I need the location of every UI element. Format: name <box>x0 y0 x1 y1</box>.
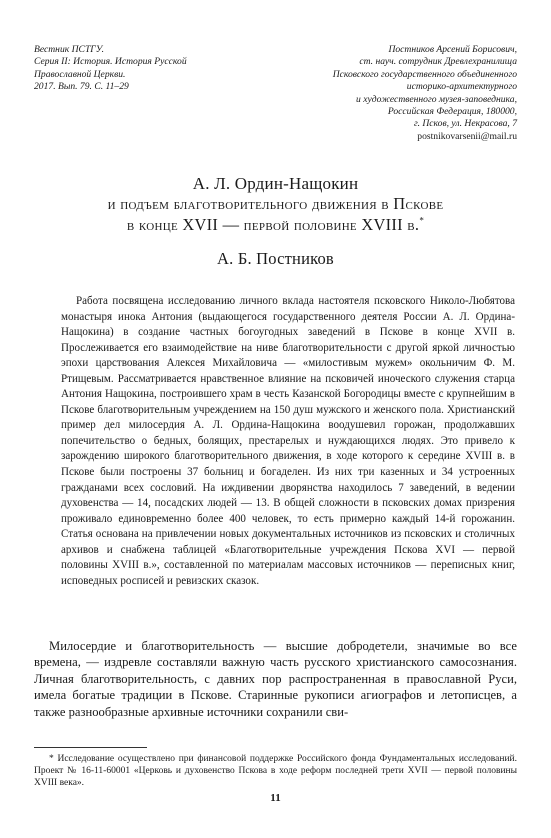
affiliation-line: г. Псков, ул. Некрасова, 7 <box>413 118 517 130</box>
abstract: Работа посвящена исследованию личного вклада настоятеля псковского Николо-Любятова монастыря инока Антония (выдающегося государственного деятеля России А. Л. Ордина-Нащокина) в создание частных богоугодных заведений в Пскове в конце XVII в. Прослеживается его взаимодействие на ниве благотворительности с другой яркой личностью эпохи царствования Алексея Михайловича — «милостивым мужем» окольничим Ф. М. Ртищевым. Рассматривается нравственное влияние на псковичей иноческого служения старца Антония Нащокина, построившего храм в честь Казанской Богородицы вместе с крупнейшим в Пскове благотворительным учреждением на 150 душ мужского и женского пола. Христианский пример дел милосердия А. Л. Ордина-Нащокина воодушевил горожан, продолжавших попечительство о бедных, болящих, престарелых и нуждающихся людях. Это привело к зарождению широкого благотворительного движения, в ходе которого к середине XVIII в. в Пскове были построены 37 больниц и богаделен. Из них три казенных и 34 устроенных гражданами всех сословий. На иждивении дворянства находилось 7 заведений, в ведении духовенства — 14, посадских людей — 13. В общей сложности в псковских домах призрения проживало единовременно более 400 человек, то есть примерно каждый 14-й горожанин. Статья основана на привлечении новых документальных источников из псковских и столичных архивов и снабжена таблицей «Благотворительные учреждения Пскова XVI — первой половины XVIII в.», составленной по материалам массовых источников — переписных книг, исповедных росписей и ревизских сказок. <box>61 295 515 587</box>
author-email-link[interactable]: postnikovarsenii@mail.ru <box>417 130 517 142</box>
affiliation-line: Российская Федерация, 180000, <box>387 106 517 118</box>
affiliation-line: историко-архитектурного <box>406 81 517 93</box>
citation-line: 2017. Вып. 79. С. 11–29 <box>34 81 129 93</box>
article-subtitle-text: в конце XVII — первой половине XVIII в. <box>126 215 420 234</box>
affiliation-line: ст. науч. сотрудник Древлехранилища <box>359 56 517 68</box>
citation-line: Вестник ПСТГУ. <box>34 44 104 55</box>
article-title-block <box>30 174 521 269</box>
affiliation-line: и художественного музея-заповедника, <box>356 93 517 105</box>
journal-citation <box>34 44 274 94</box>
footnote-mark[interactable]: * <box>419 215 425 226</box>
article-author: А. Б. Постников <box>217 249 334 268</box>
body-paragraph: Милосердие и благотворительность — высшие добродетели, значимые во все времена, — издревле составляли важную часть русского христианского самосознания. Личная благотворительность, с давних пор распространенная в православной Руси, имела богатые традиции в Пскове. Старинные рукописи агиографов и летописцев, а также разнообразные архивные источники сохранили сви- <box>34 639 517 719</box>
article-subtitle-line <box>30 214 521 235</box>
author-affiliation <box>257 44 517 143</box>
citation-line: Православной Церкви. <box>34 68 126 80</box>
citation-line: Серия II: История. История Русской <box>34 56 187 68</box>
page-number: 11 <box>270 792 281 804</box>
affiliation-line: Псковского государственного объединенного <box>332 68 517 80</box>
article-title: А. Л. Ордин-Нащокин <box>192 174 359 193</box>
footnote-divider <box>34 747 147 748</box>
affiliation-line: Постников Арсений Борисович, <box>388 44 517 55</box>
page-header <box>34 44 517 152</box>
footnote: * Исследование осуществлено при финансовой поддержке Российского фонда Фундаментальных исследований. Проект № 16-11-60001 «Церковь и духовенство Пскова в ходе реформ последней трети XVII — первой половины XVIII века». <box>34 754 517 789</box>
article-subtitle-line: и подъем благотворительного движения в Пскове <box>107 194 444 213</box>
